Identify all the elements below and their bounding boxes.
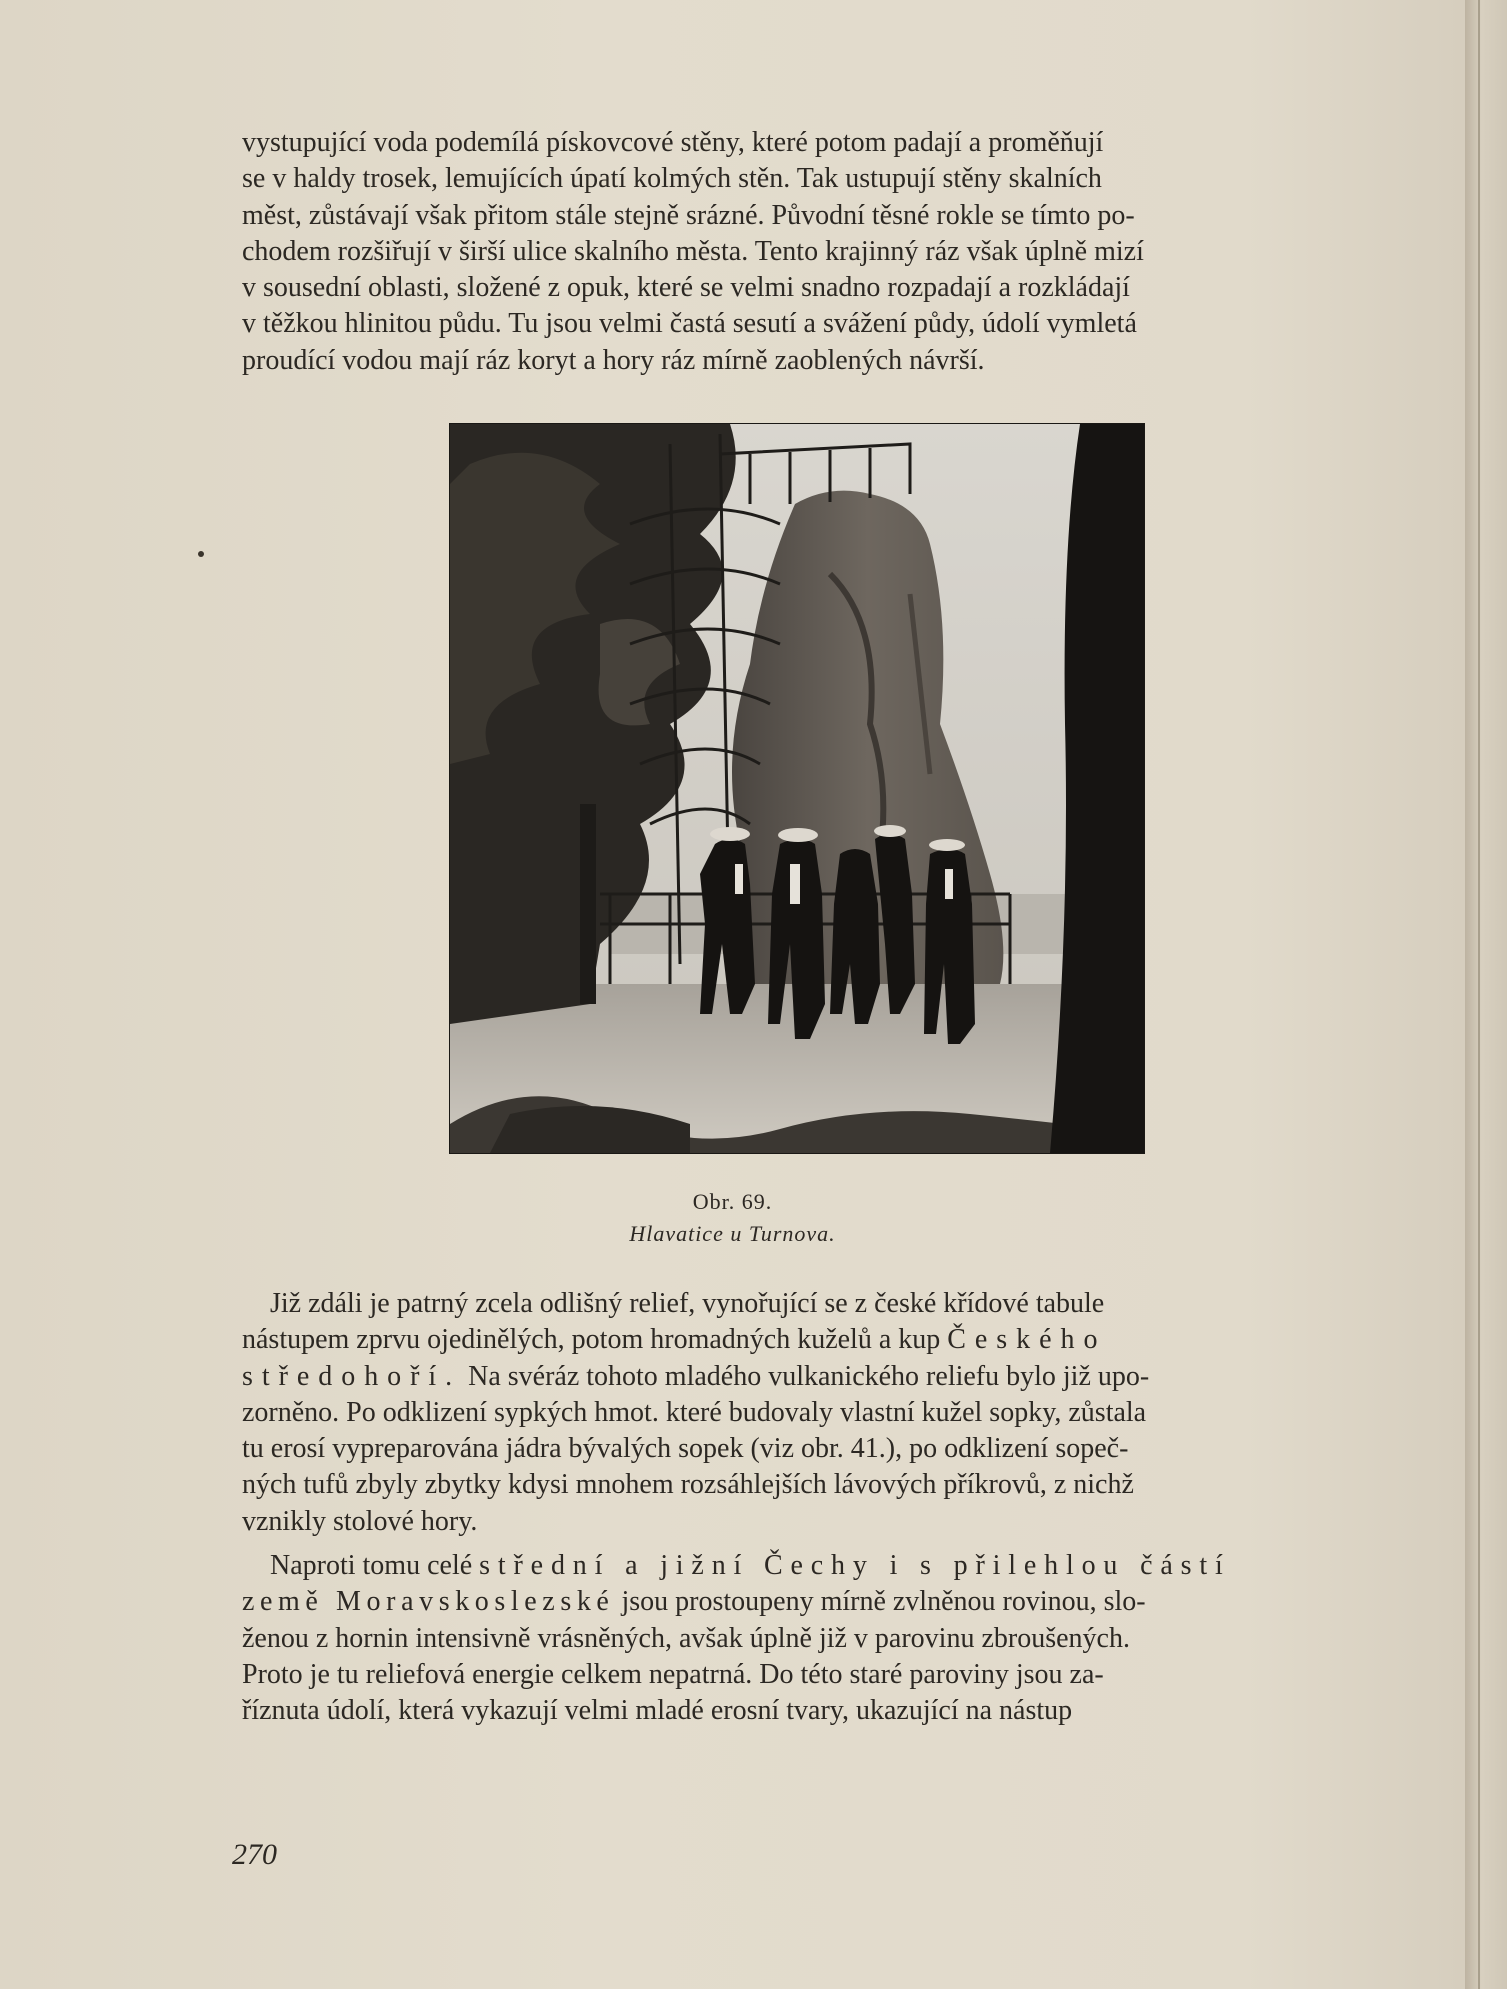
page-gutter-edge (1465, 0, 1507, 1989)
spaced-emphasis: středohoří. (242, 1360, 462, 1392)
text-line (242, 1584, 1359, 1620)
text-line: chodem rozšiřují v širší ulice skalního města. Tento krajinný ráz však úplně mizí (242, 235, 1144, 267)
text-line: se v haldy trosek, lemujících úpatí kolmých stěn. Tak ustupují stěny skalních (242, 163, 1102, 195)
text-line: měst, zůstávají však přitom stále stejně srázné. Původní těsné rokle se tímto po- (242, 199, 1135, 231)
spaced-emphasis: země Moravskoslezské (242, 1586, 615, 1618)
text-line: Proto je tu reliefová energie celkem nepatrná. Do této staré paroviny jsou za- (242, 1658, 1104, 1690)
figure-title: Hlavatice u Turnova. (629, 1221, 836, 1246)
figure-number: Obr. 69. (692, 1189, 773, 1214)
text-line: říznuta údolí, která vykazují velmi mladé erosní tvary, ukazující na nástup (242, 1695, 1073, 1727)
figure-photograph (449, 423, 1145, 1154)
text-line: tu erosí vypreparována jádra bývalých sopek (viz obr. 41.), po odklizení sopeč- (242, 1433, 1129, 1465)
spaced-emphasis: střední a jižní Čechy i s přilehlou částí (479, 1550, 1231, 1582)
page-fold-line (1478, 0, 1480, 1989)
text-segment: Na svéráz tohoto mladého vulkanického reliefu bylo již upo- (461, 1360, 1150, 1392)
text-line: zorněno. Po odklizení sypkých hmot. které budovaly vlastní kužel sopky, zůstala (242, 1396, 1147, 1428)
text-line: vystupující voda podemílá pískovcové stěny, které potom padají a proměňují (242, 127, 1104, 158)
text-segment: jsou prostoupeny mírně zvlněnou rovinou, slo- (614, 1586, 1146, 1618)
text-line (242, 1322, 1359, 1358)
text-line: proudící vodou mají ráz koryt a hory ráz mírně zaoblených návrší. (242, 344, 985, 376)
page-number: 270 (232, 1838, 277, 1871)
text-line: Již zdáli je patrný zcela odlišný relief, vynořující se z české křídové tabule (270, 1288, 1105, 1319)
text-line: vznikly stolové hory. (242, 1505, 478, 1537)
text-line (242, 1548, 1359, 1584)
bottom-paragraphs (242, 1286, 1359, 1730)
text-line: v těžkou hlinitou půdu. Tu jsou velmi častá sesutí a svážení půdy, údolí vymletá (242, 308, 1137, 340)
top-paragraph (242, 125, 1359, 379)
spaced-emphasis: Českého (947, 1324, 1107, 1356)
text-line: ných tufů zbyly zbytky kdysi mnohem rozsáhlejších lávových příkrovů, z nichž (242, 1469, 1134, 1501)
text-line (242, 1359, 1359, 1395)
text-line: ženou z hornin intensivně vrásněných, avšak úplně již v parovinu zbroušených. (242, 1622, 1130, 1654)
text-line: v sousední oblasti, složené z opuk, které se velmi snadno rozpadají a rozkládají (242, 272, 1130, 304)
text-segment: nástupem zprvu ojedinělých, potom hromadných kuželů a kup (242, 1324, 948, 1356)
print-speck (198, 551, 204, 557)
photo-illustration (450, 424, 1144, 1153)
text-segment: Naproti tomu celé (270, 1550, 480, 1582)
